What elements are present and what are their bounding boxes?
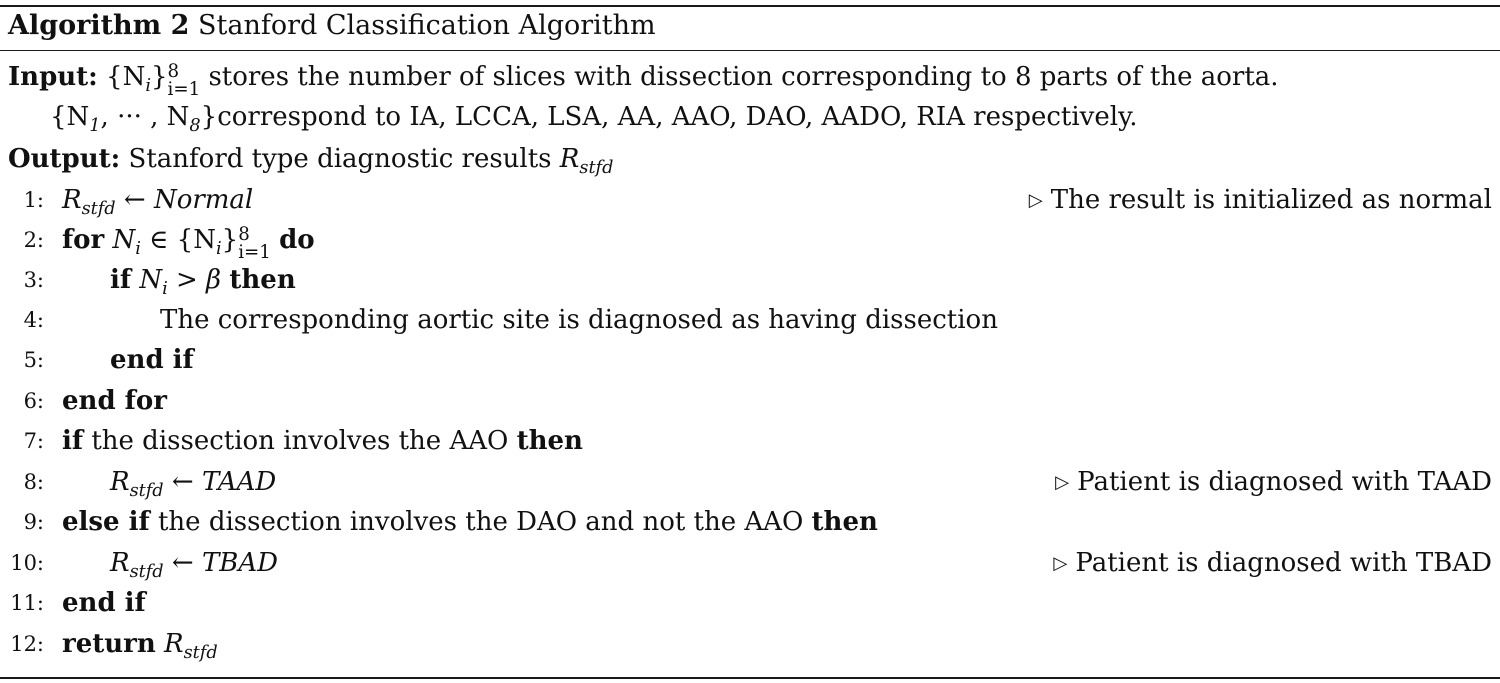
algorithm-bottom-rule	[0, 677, 1500, 679]
algorithm-line-4	[0, 300, 1500, 340]
line-number: 8:	[23, 470, 44, 494]
keyword-then: then	[516, 426, 583, 456]
algorithm-number: Algorithm 2	[8, 10, 190, 41]
input-set-limits	[167, 60, 201, 100]
assigned-value: TBAD	[201, 548, 279, 578]
algorithm-title: Stanford Classification Algorithm	[198, 10, 656, 41]
loop-var: N	[112, 225, 136, 255]
comment-triangle-icon: ▷	[1055, 471, 1070, 493]
input-set-open: {N	[106, 62, 146, 92]
result-var-sub: stfd	[183, 643, 218, 664]
input-cont-open: {N	[50, 102, 90, 132]
algorithm-line-5	[0, 340, 1500, 380]
assigned-value: Normal	[153, 185, 254, 215]
algorithm-caption-rule	[0, 50, 1500, 51]
input-cont-sub2: 8	[189, 116, 201, 137]
comment-text: The result is initialized as normal	[1050, 185, 1492, 215]
input-set-index: i=1	[167, 79, 201, 100]
input-text: stores the number of slices with dissection corresponding to 8 parts of the aorta.	[208, 62, 1279, 92]
keyword-then: then	[811, 507, 878, 537]
line-number: 12:	[10, 632, 44, 656]
result-var-sub: stfd	[81, 199, 116, 220]
output-var: R	[559, 144, 580, 174]
keyword-do: do	[279, 225, 315, 255]
keyword-end-if: end if	[110, 345, 194, 375]
keyword-else-if: else if	[62, 507, 150, 537]
line-number: 4:	[23, 308, 44, 332]
comment-triangle-icon: ▷	[1053, 552, 1068, 574]
result-var: R	[110, 548, 130, 578]
line-comment	[1053, 543, 1492, 584]
line-comment	[1029, 180, 1492, 221]
line-number: 11:	[10, 591, 44, 615]
input-line	[8, 60, 1279, 103]
algorithm-line-11	[0, 583, 1500, 623]
input-label: Input:	[8, 62, 98, 92]
loop-set-sub: i	[215, 239, 222, 260]
algorithm-caption	[8, 9, 656, 43]
algorithm-line-9	[0, 502, 1500, 542]
input-cont-text: correspond to IA, LCCA, LSA, AA, AAO, DAO, AADO, RIA respectively.	[217, 102, 1138, 132]
result-var: R	[110, 467, 130, 497]
output-var-sub: stfd	[579, 158, 614, 179]
assign-arrow: ←	[171, 548, 194, 578]
loop-set-index: i=1	[238, 242, 271, 263]
line-number: 7:	[23, 429, 44, 453]
statement-text: The corresponding aortic site is diagnosed as having dissection	[160, 305, 998, 335]
assigned-value: TAAD	[201, 467, 277, 497]
line-number: 6:	[23, 389, 44, 413]
comment-text: Patient is diagnosed with TBAD	[1075, 548, 1492, 578]
keyword-end-for: end for	[62, 386, 167, 416]
condition-text: the dissection involves the AAO	[91, 426, 509, 456]
keyword-if: if	[62, 426, 84, 456]
line-number: 2:	[23, 228, 44, 252]
line-number: 9:	[23, 510, 44, 534]
loop-var-sub: i	[135, 239, 141, 260]
input-set-close: }	[150, 62, 168, 92]
result-var-sub: stfd	[129, 481, 164, 502]
loop-set-sup: 8	[238, 223, 250, 245]
cond-threshold: > β	[176, 265, 222, 295]
input-cont-mid: , ··· , N	[100, 102, 190, 132]
keyword-then: then	[229, 265, 296, 295]
line-number: 5:	[23, 348, 44, 372]
result-var: R	[164, 629, 184, 659]
loop-set-open: ∈ {N	[149, 225, 216, 255]
algorithm-line-2	[0, 220, 1500, 263]
keyword-return: return	[62, 629, 156, 659]
line-number: 1:	[23, 188, 44, 212]
assign-arrow: ←	[171, 467, 194, 497]
line-number: 10:	[10, 551, 44, 575]
input-cont-close: }	[200, 102, 218, 132]
line-number: 3:	[23, 268, 44, 292]
result-var: R	[62, 185, 82, 215]
algorithm-line-10	[0, 543, 1500, 583]
keyword-for: for	[62, 225, 105, 255]
output-text: Stanford type diagnostic results	[128, 144, 552, 174]
cond-var-sub: i	[162, 279, 168, 300]
output-line	[8, 142, 613, 185]
algorithm-top-rule	[0, 5, 1500, 7]
assign-arrow: ←	[123, 185, 146, 215]
algorithm-line-6	[0, 381, 1500, 421]
loop-set-close: }	[221, 225, 239, 255]
input-set-sub: i	[145, 76, 151, 97]
result-var-sub: stfd	[129, 562, 164, 583]
cond-var: N	[139, 265, 163, 295]
comment-triangle-icon: ▷	[1028, 189, 1043, 211]
input-cont-sub1: 1	[89, 116, 101, 137]
keyword-if: if	[110, 265, 132, 295]
line-comment	[1055, 462, 1492, 503]
input-continuation	[50, 100, 1138, 143]
comment-text: Patient is diagnosed with TAAD	[1077, 467, 1492, 497]
algorithm-line-1	[0, 180, 1500, 220]
algorithm-line-7	[0, 421, 1500, 461]
keyword-end-if: end if	[62, 588, 146, 618]
input-set-sup: 8	[167, 60, 180, 82]
algorithm-line-8	[0, 462, 1500, 502]
algorithm-line-12	[0, 624, 1500, 664]
algorithm-line-3	[0, 260, 1500, 300]
loop-set-limits	[238, 223, 271, 263]
condition-text: the dissection involves the DAO and not the AAO	[157, 507, 804, 537]
output-label: Output:	[8, 144, 121, 174]
